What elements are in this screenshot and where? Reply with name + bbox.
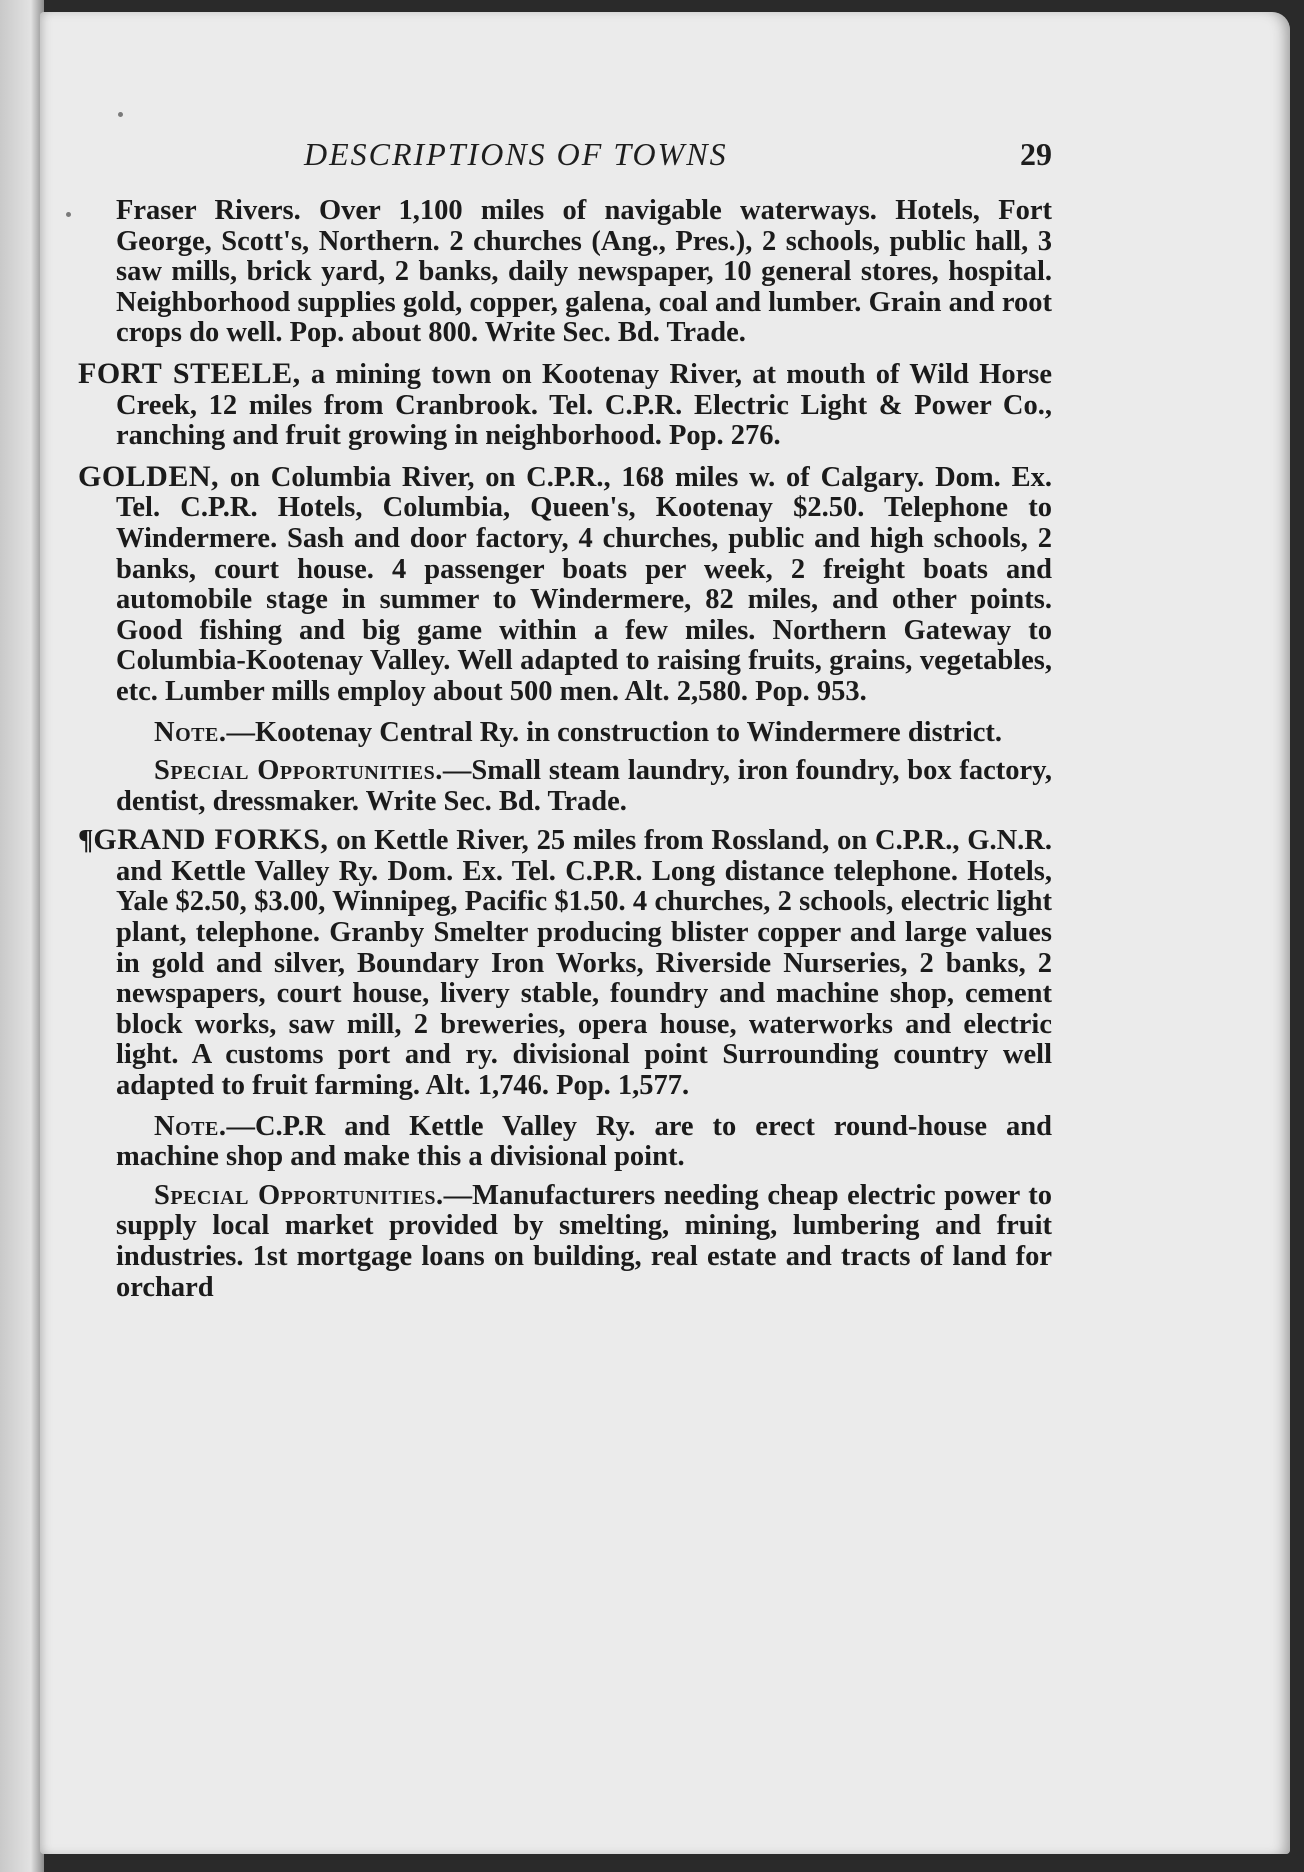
paper-speck bbox=[118, 112, 123, 117]
note-label: Note. bbox=[154, 1110, 227, 1142]
continued-entry-paragraph bbox=[78, 196, 1052, 349]
entry-heading: GOLDEN, bbox=[78, 459, 220, 493]
special-opportunities-text: —Manufacturers needing cheap electric power to supply local market provided by smelting, mining, lumbering and fruit industries. 1st mortgage loans on building, real estate and tracts of land for orchard bbox=[116, 1179, 1052, 1303]
special-opportunities-label: Special Opportunities. bbox=[154, 1179, 444, 1211]
pilcrow-mark: ¶ bbox=[78, 825, 94, 857]
special-opportunities-label: Special Opportunities. bbox=[154, 755, 443, 787]
entry-fort-steele bbox=[78, 356, 1052, 452]
note-label: Note. bbox=[154, 716, 227, 748]
entry-grand-forks bbox=[78, 825, 1052, 1101]
page-body bbox=[78, 196, 1052, 1311]
entry-heading: FORT STEELE, bbox=[78, 356, 301, 390]
entry-text: on Kettle River, 25 miles from Rossland, on C.P.R., G.N.R. and Kettle Valley Ry. Dom. Ex. Tel. C.P.R. Long distance telephone. Hotels, Yale $2.50, $3.00, Winnipeg, Pacific $1.50. 4 churches, 2 schools, electric light plant, telephone. Granby Smelter producing blister copper and large values in gold and silver, Boundary Iron Works, Riverside Nurseries, 2 banks, 2 newspapers, court house, livery stable, foundry and machine shop, cement block works, saw mill, 2 breweries, opera house, waterworks and electric light. A customs port and ry. divisional point Surrounding country well adapted to fruit farming. Alt. 1,746. Pop. 1,577. bbox=[116, 825, 1053, 1102]
page-header bbox=[260, 136, 1060, 186]
running-head: DESCRIPTIONS OF TOWNS bbox=[304, 136, 728, 172]
paragraph-text: Fraser Rivers. Over 1,100 miles of navigable waterways. Hotels, Fort George, Scott's, Northern. 2 churches (Ang., Pres.), 2 schools, public hall, 3 saw mills, brick yard, 2 banks, daily newspaper, 10 general stores, hospital. Neighborhood supplies gold, copper, galena, coal and lumber. Grain and root crops do well. Pop. about 800. Write Sec. Bd. Trade. bbox=[116, 195, 1052, 349]
paper-speck bbox=[66, 212, 71, 217]
entry-text: on Columbia River, on C.P.R., 168 miles w. of Calgary. Dom. Ex. Tel. C.P.R. Hotels, Columbia, Queen's, Kootenay $2.50. Telephone to Windermere. Sash and door factory, 4 churches, public and high schools, 2 banks, court house. 4 passenger boats per week, 2 freight boats and automobile stage in summer to Windermere, 82 miles, and other points. Good fishing and big game within a few miles. Northern Gateway to Columbia-Kootenay Valley. Well adapted to raising fruits, grains, vegetables, etc. Lumber mills employ about 500 men. Alt. 2,580. Pop. 953. bbox=[116, 461, 1052, 707]
golden-note bbox=[78, 718, 1052, 749]
special-opportunities-text: —Small steam laundry, iron foundry, box factory, dentist, dressmaker. Write Sec. Bd. Trade. bbox=[116, 755, 1053, 817]
golden-special-opportunities bbox=[78, 756, 1052, 817]
facing-page-edge bbox=[0, 0, 44, 1872]
grand-forks-note bbox=[78, 1112, 1052, 1173]
entry-text: a mining town on Kootenay River, at mouth of Wild Horse Creek, 12 miles from Cranbrook. Tel. C.P.R. Electric Light & Power Co., ranching and fruit growing in neighborhood. Pop. 276. bbox=[116, 358, 1052, 452]
entry-heading: GRAND FORKS, bbox=[93, 823, 329, 857]
note-text: —Kootenay Central Ry. in construction to Windermere district. bbox=[226, 716, 1003, 748]
note-text: —C.P.R and Kettle Valley Ry. are to erect round-house and machine shop and make this a divisional point. bbox=[116, 1110, 1052, 1173]
entry-golden bbox=[78, 459, 1052, 708]
grand-forks-special-opportunities bbox=[78, 1181, 1052, 1303]
page-number: 29 bbox=[1020, 136, 1052, 172]
